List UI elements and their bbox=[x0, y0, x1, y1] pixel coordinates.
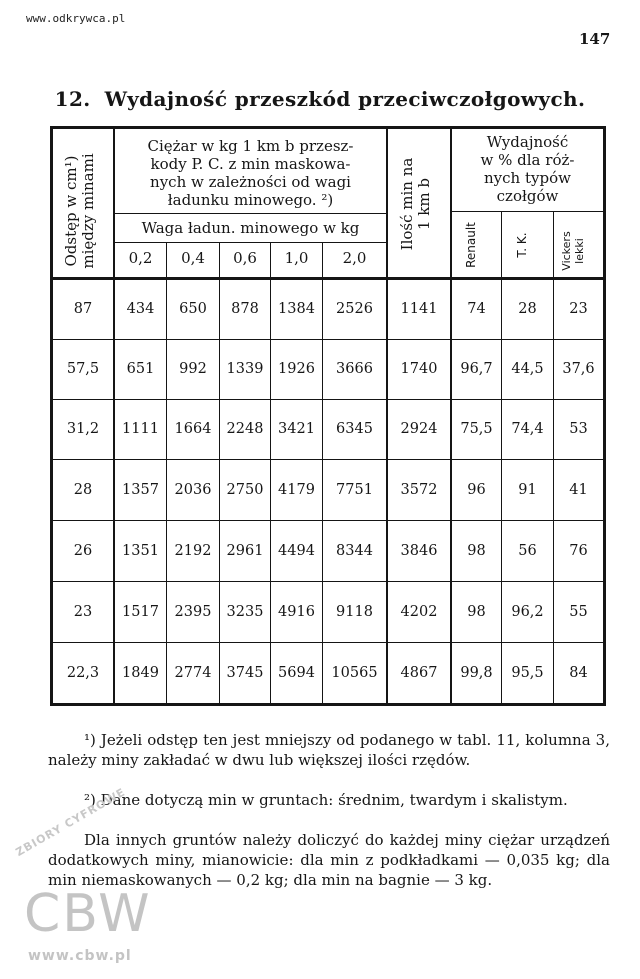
watermark-logo: CBW bbox=[24, 884, 152, 944]
table-cell: 84 bbox=[569, 665, 588, 681]
table-cell: 26 bbox=[73, 543, 93, 559]
weight-header-line: ładunku minowego. ²) bbox=[167, 191, 334, 209]
table-cell: 31,2 bbox=[66, 421, 100, 437]
table-cell: 4494 bbox=[278, 543, 315, 559]
table-cell: 1849 bbox=[122, 665, 159, 681]
table-cell: 8344 bbox=[336, 543, 373, 559]
tank-type-header: Renault bbox=[464, 222, 478, 268]
table-cell: 2192 bbox=[174, 543, 212, 559]
weight-col-header: 0,2 bbox=[128, 249, 153, 267]
table-cell: 650 bbox=[179, 301, 207, 317]
sub-rule bbox=[115, 242, 386, 243]
tank-type-header bbox=[561, 216, 595, 286]
table-cell: 98 bbox=[467, 543, 486, 559]
tank-type-header-line: lekki bbox=[572, 238, 586, 264]
footnote-1-text: ¹) Jeżeli odstęp ten jest mniejszy od podanego w tabl. 11, kolumna 3, należy miny zakładać w dwu lub większej ilości rzędów. bbox=[48, 731, 610, 769]
efficiency-table bbox=[50, 126, 606, 706]
tank-type-header-line: Vickers bbox=[560, 231, 573, 271]
tank-type-header: T. K. bbox=[515, 232, 529, 258]
mine-count-header-line: 1 km b bbox=[415, 178, 434, 230]
table-cell: 2248 bbox=[226, 421, 264, 437]
efficiency-header bbox=[452, 133, 603, 205]
table-cell: 5694 bbox=[278, 665, 315, 681]
mine-count-header-line: Ilość min na bbox=[398, 157, 416, 251]
spacing-header-line: Odstęp w cm¹) bbox=[62, 155, 80, 267]
footnote-3 bbox=[48, 830, 610, 890]
efficiency-header-line: w % dla róż- bbox=[480, 151, 575, 169]
weight-col-header: 2,0 bbox=[342, 249, 367, 267]
table-cell: 3846 bbox=[400, 543, 438, 559]
table-cell: 3235 bbox=[226, 604, 264, 620]
weight-header-line: Ciężar w kg 1 km b przesz- bbox=[147, 137, 354, 155]
table-cell: 1664 bbox=[174, 421, 212, 437]
table-cell: 4179 bbox=[278, 482, 315, 498]
table-cell: 74,4 bbox=[511, 421, 544, 437]
weight-header bbox=[115, 137, 386, 209]
table-cell: 96,2 bbox=[511, 604, 544, 620]
spacing-header bbox=[63, 136, 103, 286]
table-cell: 74 bbox=[467, 301, 486, 317]
table-cell: 2924 bbox=[400, 421, 438, 437]
table-cell: 1351 bbox=[122, 543, 159, 559]
efficiency-header-line: Wydajność bbox=[486, 133, 569, 151]
title-number: 12. bbox=[54, 87, 91, 111]
table-cell: 3666 bbox=[336, 361, 373, 377]
table-cell: 41 bbox=[569, 482, 588, 498]
footnote-2 bbox=[48, 790, 610, 810]
page-number: 147 bbox=[579, 30, 611, 48]
footnote-1 bbox=[48, 730, 610, 770]
table-cell: 87 bbox=[73, 301, 93, 317]
table-cell: 1339 bbox=[226, 361, 264, 377]
table-cell: 434 bbox=[126, 301, 155, 317]
mine-count-header bbox=[399, 139, 439, 269]
weight-header-line: nych w zależności od wagi bbox=[150, 173, 351, 191]
table-cell: 75,5 bbox=[460, 421, 493, 437]
table-cell: 96 bbox=[467, 482, 486, 498]
page-title bbox=[0, 87, 640, 111]
table-cell: 1111 bbox=[122, 421, 159, 437]
table-cell: 23 bbox=[73, 604, 93, 620]
charge-weight-header: Waga ładun. minowego w kg bbox=[141, 219, 360, 237]
table-cell: 1357 bbox=[122, 482, 159, 498]
table-cell: 28 bbox=[518, 301, 537, 317]
footnote-3-text: Dla innych gruntów należy doliczyć do każdej miny ciężar urządzeń dodatkowych miny, mianowicie: dla min z podkładkami — 0,035 kg; dla min niemaskowanych — 0,2 kg; dla min na bagnie — 3 kg. bbox=[48, 831, 610, 889]
spacing-header-line: między minami bbox=[79, 153, 98, 269]
title-text: Wydajność przeszkód przeciwczołgowych. bbox=[104, 87, 586, 111]
watermark-arc-text: ZBIORY CYFROWE bbox=[13, 785, 128, 859]
table-cell: 1926 bbox=[278, 361, 315, 377]
watermark-url: www.cbw.pl bbox=[28, 948, 132, 964]
table-cell: 4916 bbox=[278, 604, 315, 620]
footnote-2-text: ²) Dane dotyczą min w gruntach: średnim, twardym i skalistym. bbox=[84, 791, 568, 809]
efficiency-header-line: czołgów bbox=[496, 187, 559, 205]
table-cell: 28 bbox=[73, 482, 93, 498]
table-cell: 53 bbox=[569, 421, 588, 437]
table-cell: 91 bbox=[518, 482, 537, 498]
table-cell: 651 bbox=[126, 361, 155, 377]
table-cell: 4867 bbox=[400, 665, 438, 681]
weight-col-header: 1,0 bbox=[284, 249, 309, 267]
weight-header-line: kody P. C. z min maskowa- bbox=[150, 155, 351, 173]
table-cell: 3421 bbox=[278, 421, 315, 437]
table-cell: 2395 bbox=[174, 604, 212, 620]
sub-rule bbox=[115, 213, 386, 214]
weight-col-header: 0,4 bbox=[181, 249, 205, 267]
table-cell: 2526 bbox=[336, 301, 373, 317]
table-cell: 96,7 bbox=[460, 361, 493, 377]
table-cell: 99,8 bbox=[460, 665, 493, 681]
table-cell: 55 bbox=[569, 604, 588, 620]
table-cell: 3572 bbox=[400, 482, 438, 498]
table-cell: 2774 bbox=[174, 665, 212, 681]
weight-col-header: 0,6 bbox=[233, 249, 257, 267]
table-cell: 44,5 bbox=[511, 361, 544, 377]
table-cell: 2036 bbox=[174, 482, 212, 498]
table-cell: 1141 bbox=[400, 301, 438, 317]
table-cell: 37,6 bbox=[562, 361, 595, 377]
table-cell: 4202 bbox=[400, 604, 438, 620]
source-url: www.odkrywca.pl bbox=[26, 12, 126, 25]
table-cell: 10565 bbox=[331, 665, 378, 681]
table-cell: 98 bbox=[467, 604, 486, 620]
table-cell: 2750 bbox=[226, 482, 264, 498]
table-cell: 23 bbox=[569, 301, 588, 317]
table-cell: 1740 bbox=[400, 361, 438, 377]
table-cell: 992 bbox=[179, 361, 207, 377]
table-cell: 3745 bbox=[226, 665, 264, 681]
table-cell: 76 bbox=[569, 543, 588, 559]
table-cell: 22,3 bbox=[66, 665, 100, 681]
efficiency-header-line: nych typów bbox=[484, 169, 571, 187]
table-cell: 1517 bbox=[122, 604, 159, 620]
table-cell: 1384 bbox=[278, 301, 315, 317]
table-cell: 56 bbox=[518, 543, 537, 559]
table-cell: 878 bbox=[231, 301, 259, 317]
table-cell: 2961 bbox=[226, 543, 264, 559]
table-cell: 57,5 bbox=[66, 361, 100, 377]
table-cell: 7751 bbox=[336, 482, 373, 498]
table-cell: 6345 bbox=[336, 421, 373, 437]
table-cell: 9118 bbox=[336, 604, 373, 620]
table-cell: 95,5 bbox=[511, 665, 544, 681]
